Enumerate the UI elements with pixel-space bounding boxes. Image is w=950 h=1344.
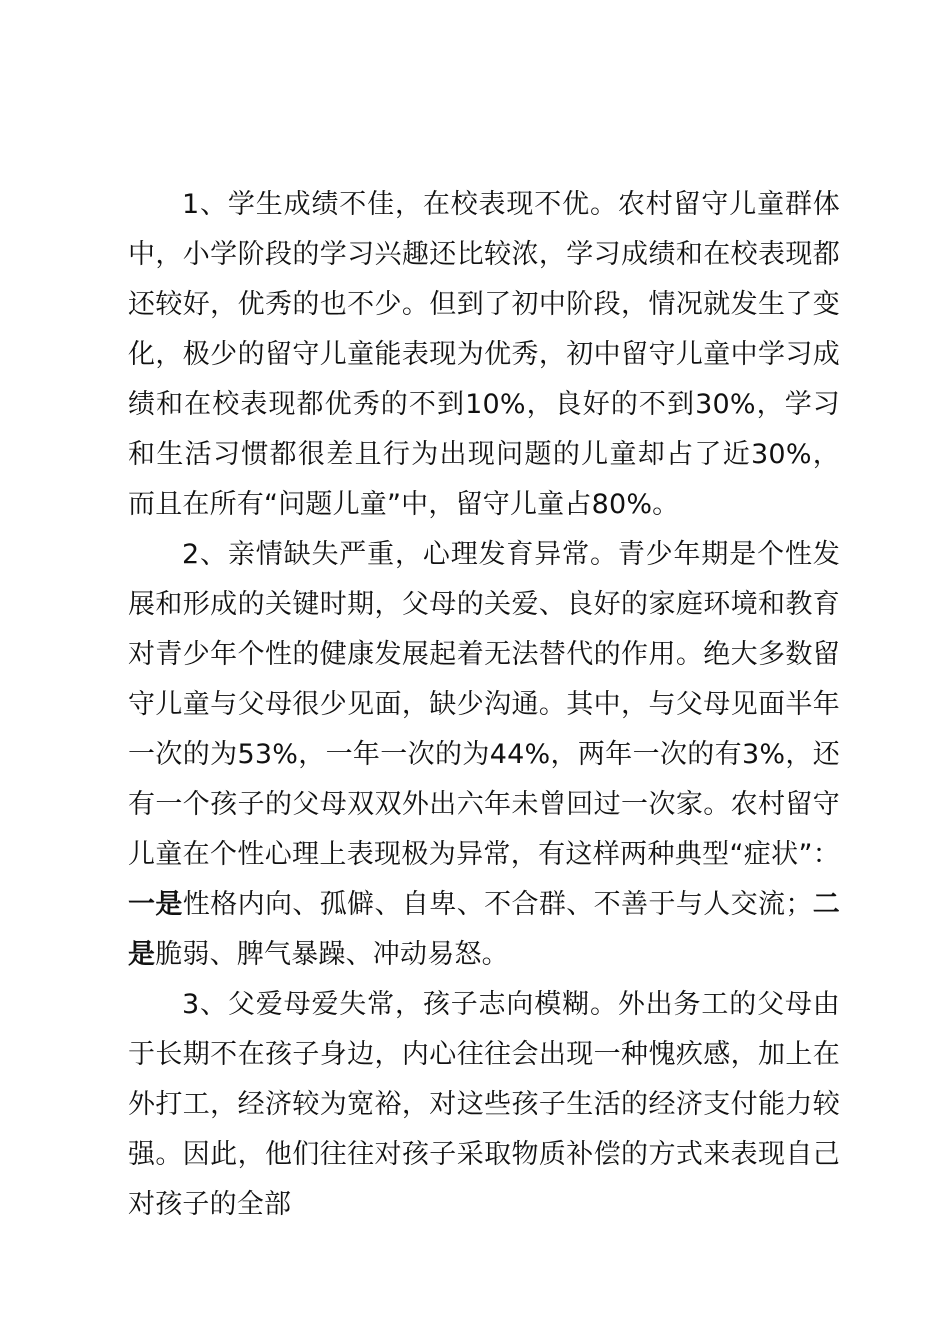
paragraph-1: 1、学生成绩不佳，在校表现不优。农村留守儿童群体中，小学阶段的学习兴趣还比较浓，学习成绩和在校表现都还较好，优秀的也不少。但到了初中阶段，情况就发生了变化，极少的留守儿童能表现为优秀，初中留守儿童中学习成绩和在校表现都优秀的不到10%，良好的不到30%，学习和生活习惯都很差且行为出现问题的儿童却占了近30%，而且在所有“问题儿童”中，留守儿童占80%。	[128, 189, 840, 520]
document-page	[128, 180, 840, 1230]
paragraph-2	[128, 530, 840, 980]
paragraph-2-bold-2: 二是	[128, 889, 841, 970]
paragraph-3: 3、父爱母爱失常，孩子志向模糊。外出务工的父母由于长期不在孩子身边，内心往往会出现一种愧疚感，加上在外打工，经济较为宽裕，对这些孩子生活的经济支付能力较强。因此，他们往往对孩子采取物质补偿的方式来表现自己对孩子的全部	[128, 989, 840, 1220]
paragraph-2-part-3: 脆弱、脾气暴躁、冲动易怒。	[155, 939, 509, 970]
paragraph-2-part-2: 性格内向、孤僻、自卑、不合群、不善于与人交流；	[182, 889, 813, 920]
paragraph-2-bold-1: 一是	[128, 889, 183, 920]
paragraph-2-part-1: 2、亲情缺失严重，心理发育异常。青少年期是个性发展和形成的关键时期，父母的关爱、良好的家庭环境和教育对青少年个性的健康发展起着无法替代的作用。绝大多数留守儿童与父母很少见面，缺少沟通。其中，与父母见面半年一次的为53%，一年一次的为44%，两年一次的有3%，还有一个孩子的父母双双外出六年未曾回过一次家。农村留守儿童在个性心理上表现极为异常，有这样两种典型“症状”：	[128, 539, 840, 870]
